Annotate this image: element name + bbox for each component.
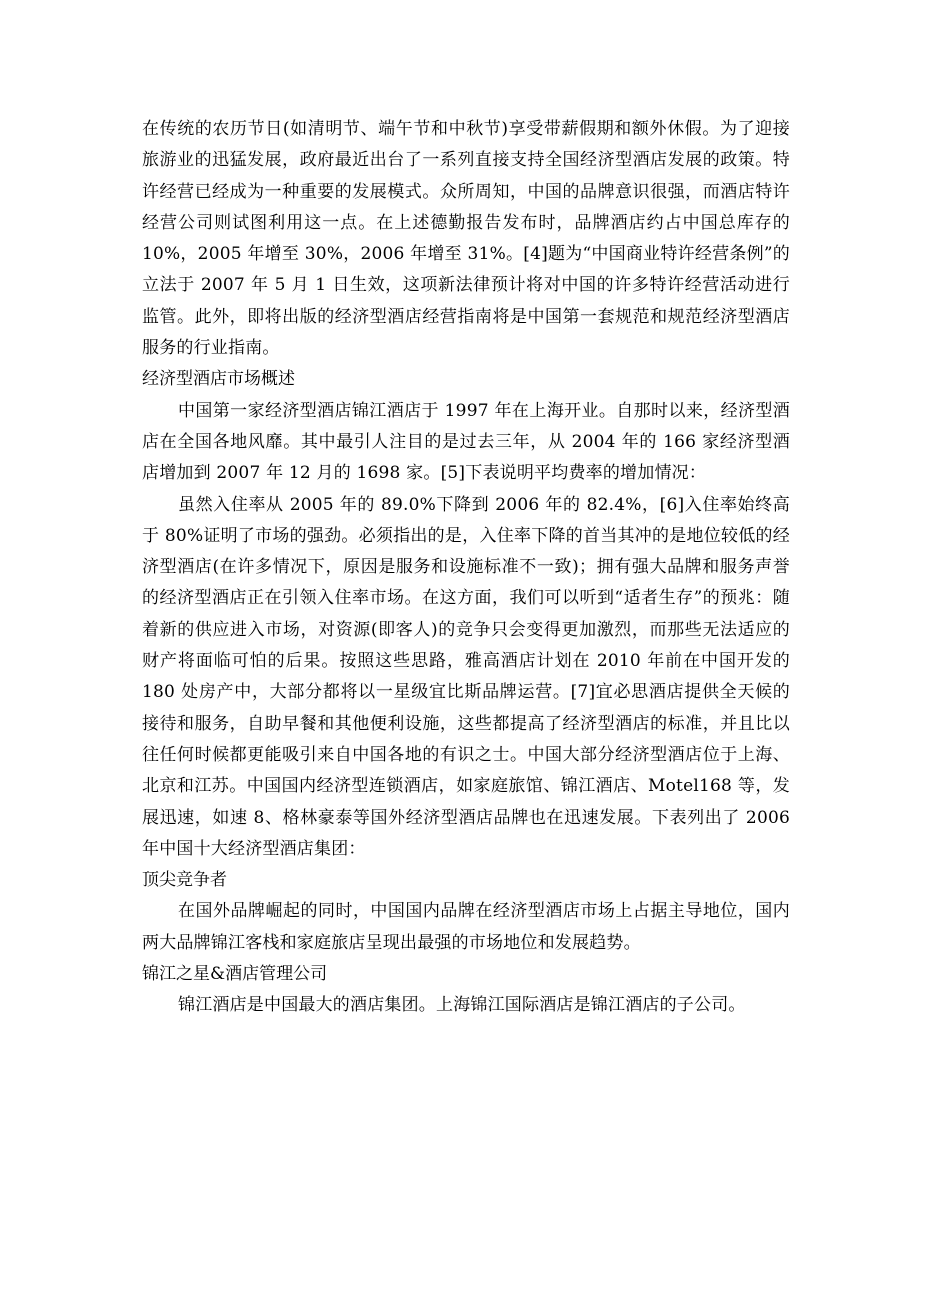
paragraph-domestic-brands: 在国外品牌崛起的同时，中国国内品牌在经济型酒店市场上占据主导地位，国内两大品牌锦江客栈和家庭旅店呈现出最强的市场地位和发展趋势。 [142,901,790,953]
paragraph-occupancy-rate: 虽然入住率从 2005 年的 89.0%下降到 2006 年的 82.4%，[6]入住率始终高于 80%证明了市场的强劲。必须指出的是，入住率下降的首当其冲的是地位较低的经济型酒店(在许多情况下，原因是服务和设施标准不一致)；拥有强大品牌和服务声誉的经济型酒店正在引领入住率市场。在这方面，我们可以听到“适者生存”的预兆：随着新的供应进入市场，对资源(即客人)的竞争只会变得更加激烈，而那些无法适应的财产将面临可怕的后果。按照这些思路，雅高酒店计划在 2010 年前在中国开发的 180 处房产中，大部分都将以一星级宜比斯品牌运营。[7]宜必思酒店提供全天候的接待和服务，自助早餐和其他便利设施，这些都提高了经济型酒店的标准，并且比以往任何时候都更能吸引来自中国各地的有识之士。中国大部分经济型酒店位于上海、北京和江苏。中国国内经济型连锁酒店，如家庭旅馆、锦江酒店、Motel168 等，发展迅速，如速 8、格林豪泰等国外经济型酒店品牌也在迅速发展。下表列出了 2006 年中国十大经济型酒店集团： [142,494,790,859]
document-body [142,114,790,1022]
paragraph-holidays-franchise: 在传统的农历节日(如清明节、端午节和中秋节)享受带薪假期和额外休假。为了迎接旅游业的迅猛发展，政府最近出台了一系列直接支持全国经济型酒店发展的政策。特许经营已经成为一种重要的发展模式。众所周知，中国的品牌意识很强，而酒店特许经营公司则试图利用这一点。在上述德勤报告发布时，品牌酒店约占中国总库存的 10%，2005 年增至 30%，2006 年增至 31%。[4]题为“中国商业特许经营条例”的立法于 2007 年 5 月 1 日生效，这项新法律预计将对中国的许多特许经营活动进行监管。此外，即将出版的经济型酒店经营指南将是中国第一套规范和规范经济型酒店服务的行业指南。 [142,119,790,359]
paragraph-first-budget-hotel: 中国第一家经济型酒店锦江酒店于 1997 年在上海开业。自那时以来，经济型酒店在全国各地风靡。其中最引人注目的是过去三年，从 2004 年的 166 家经济型酒店增加到 2007 年 12 月的 1698 家。[5]下表说明平均费率的增加情况： [142,400,790,484]
paragraph-jinjiang-group: 锦江酒店是中国最大的酒店集团。上海锦江国际酒店是锦江酒店的子公司。 [178,995,746,1016]
section-heading-top-competitors: 顶尖竞争者 [142,870,227,891]
section-heading-jinjiang: 锦江之星&酒店管理公司 [142,964,328,985]
section-heading-market-overview: 经济型酒店市场概述 [142,369,295,390]
